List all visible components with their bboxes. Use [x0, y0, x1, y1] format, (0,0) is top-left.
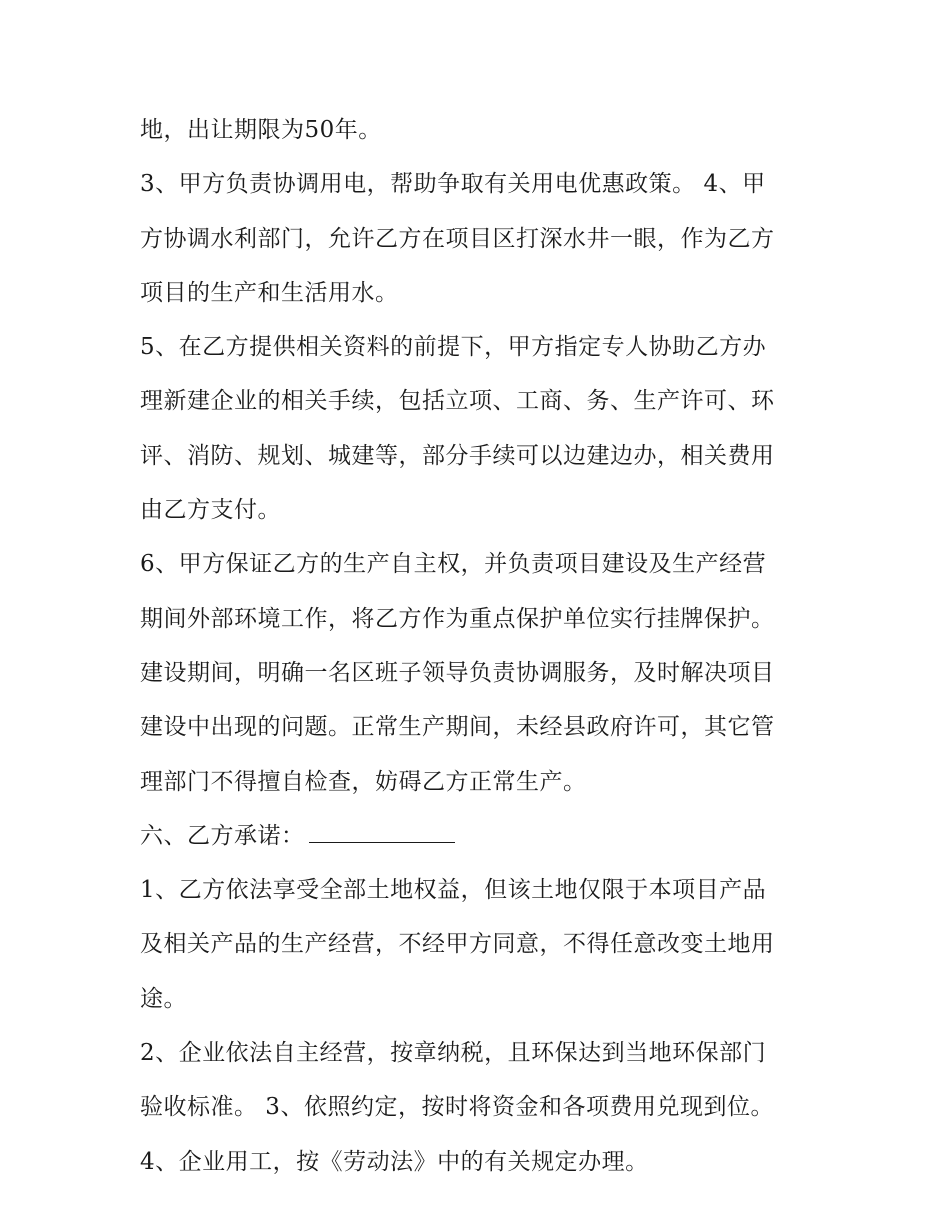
text-line: 理部门不得擅自检查，妨碍乙方正常生产。	[140, 768, 587, 795]
text-line: 期间外部环境工作，将乙方作为重点保护单位实行挂牌保护。	[140, 605, 775, 632]
text-line: 由乙方支付。	[140, 497, 281, 524]
text-line: 5、在乙方提供相关资料的前提下，甲方指定专人协助乙方办	[140, 334, 767, 361]
text-line: 建设期间，明确一名区班子领导负责协调服务，及时解决项目	[140, 659, 775, 686]
text-line: 项目的生产和生活用水。	[140, 279, 399, 306]
text-line: 评、消防、规划、城建等，部分手续可以边建边办，相关费用	[140, 442, 775, 469]
text-line: 理新建企业的相关手续，包括立项、工商、务、生产许可、环	[140, 388, 775, 415]
text-line: 3、甲方负责协调用电，帮助争取有关用电优惠政策。 4、甲	[140, 171, 766, 198]
text-line: 建设中出现的问题。正常生产期间，未经县政府许可，其它管	[140, 714, 775, 741]
text-line: 6、甲方保证乙方的生产自主权，并负责项目建设及生产经营	[140, 551, 767, 578]
section-heading: 六、乙方承诺：	[140, 822, 305, 849]
text-line: 4、企业用工，按《劳动法》中的有关规定办理。	[140, 1148, 649, 1175]
section-heading-line	[140, 809, 820, 863]
document-body	[140, 103, 820, 1189]
text-line: 验收标准。 3、依照约定，按时将资金和各项费用兑现到位。	[140, 1094, 774, 1121]
text-line: 地，出让期限为50年。	[140, 117, 382, 143]
text-line: 及相关产品的生产经营，不经甲方同意，不得任意改变土地用	[140, 931, 775, 958]
text-line: 2、企业依法自主经营，按章纳税，且环保达到当地环保部门	[140, 1040, 767, 1067]
text-line: 1、乙方依法享受全部土地权益，但该土地仅限于本项目产品	[140, 877, 767, 904]
text-line: 方协调水利部门，允许乙方在项目区打深水井一眼，作为乙方	[140, 225, 775, 252]
blank-underline	[309, 822, 455, 843]
text-line: 途。	[140, 985, 187, 1012]
